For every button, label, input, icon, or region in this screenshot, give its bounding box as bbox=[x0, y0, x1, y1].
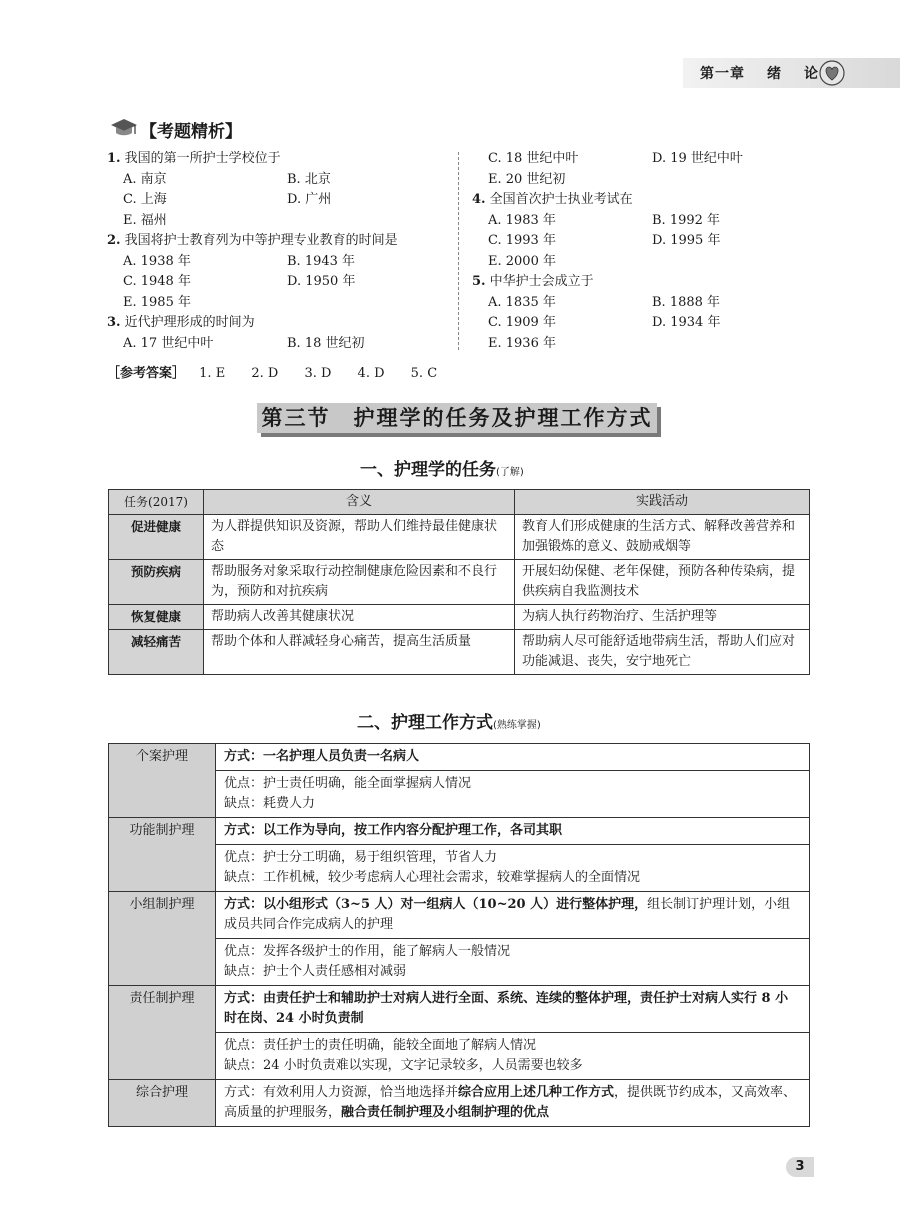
subtitle-modes-note: (熟练掌握) bbox=[493, 720, 541, 731]
mode-pros-cons bbox=[216, 771, 810, 818]
answer-item: 1. E bbox=[199, 366, 226, 381]
option-row bbox=[107, 334, 398, 355]
chapter-name-1: 绪 bbox=[767, 66, 782, 82]
option-row bbox=[107, 272, 398, 293]
task-name: 促进健康 bbox=[109, 515, 204, 560]
chapter-name-2: 论 bbox=[804, 66, 819, 82]
question-number: 4. bbox=[472, 192, 486, 207]
task-name: 预防疾病 bbox=[109, 560, 204, 605]
exam-heading-text: 【考题精析】 bbox=[140, 122, 242, 142]
mode-name: 小组制护理 bbox=[109, 892, 216, 986]
task-name: 减轻痛苦 bbox=[109, 630, 204, 675]
answer-item: 4. D bbox=[357, 366, 385, 381]
question-row bbox=[107, 231, 398, 252]
subtitle-modes-text: 二、护理工作方式 bbox=[357, 713, 493, 733]
question-row bbox=[472, 190, 633, 211]
chapter-number: 第一章 bbox=[700, 66, 745, 82]
option: E. 1936 年 bbox=[488, 335, 556, 351]
mode-name: 功能制护理 bbox=[109, 818, 216, 892]
table-row bbox=[109, 515, 810, 560]
mode-method: 方式：一名护理人员负责一名病人 bbox=[216, 744, 810, 771]
question-text: 近代护理形成的时间为 bbox=[124, 315, 255, 330]
mode-method-rest: 组长制订护理计划，小组成员共同合作完成病人的护理 bbox=[224, 897, 791, 932]
question-number: 5. bbox=[472, 274, 486, 289]
mode-method: 方式：以工作为导向，按工作内容分配护理工作，各司其职 bbox=[216, 818, 810, 845]
option: D. 19 世纪中叶 bbox=[652, 151, 743, 166]
option: B. 1992 年 bbox=[652, 212, 721, 228]
mode-cons: 缺点：护士个人责任感相对减弱 bbox=[224, 964, 407, 979]
question-text: 我国将护士教育列为中等护理专业教育的时间是 bbox=[124, 233, 398, 248]
mode-method-bold: 综合应用上述几种工作方式 bbox=[458, 1085, 615, 1100]
option: C. 1948 年 bbox=[123, 274, 191, 289]
question-row bbox=[107, 149, 398, 170]
option-row bbox=[107, 293, 398, 314]
option: B. 1943 年 bbox=[287, 253, 356, 269]
tasks-header-task: 任务(2017) bbox=[109, 490, 204, 515]
option: A. 17 世纪中叶 bbox=[123, 335, 214, 351]
option-row bbox=[472, 149, 743, 170]
question-text: 全国首次护士执业考试在 bbox=[489, 192, 633, 207]
questions-right-column bbox=[472, 149, 743, 354]
option: B. 北京 bbox=[287, 171, 331, 187]
mode-method-bold: 方式：以小组形式（3~5 人）对一组病人（10~20 人）进行整体护理， bbox=[224, 897, 648, 912]
mode-name: 责任制护理 bbox=[109, 986, 216, 1080]
mode-cons: 缺点：工作机械，较少考虑病人心理社会需求，较难掌握病人的全面情况 bbox=[224, 870, 641, 885]
option-row bbox=[107, 252, 398, 273]
task-name: 恢复健康 bbox=[109, 605, 204, 630]
mode-name: 综合护理 bbox=[109, 1080, 216, 1127]
mode-method bbox=[216, 1080, 810, 1127]
question-number: 1. bbox=[107, 151, 121, 166]
answers-label: ［参考答案］ bbox=[107, 366, 186, 381]
question-row bbox=[107, 313, 398, 334]
tasks-header-practice: 实践活动 bbox=[515, 490, 810, 515]
answer-item: 3. D bbox=[304, 366, 332, 381]
subtitle-tasks-text: 一、护理学的任务 bbox=[360, 460, 496, 480]
mode-method bbox=[216, 892, 810, 939]
question-number: 2. bbox=[107, 233, 121, 248]
question-text: 中华护士会成立于 bbox=[489, 274, 594, 289]
mode-pros: 优点：发挥各级护士的作用，能了解病人一般情况 bbox=[224, 944, 511, 959]
column-divider bbox=[458, 152, 459, 350]
option-row bbox=[472, 170, 633, 191]
mode-method-part: 方式：有效利用人力资源，恰当地选择并 bbox=[224, 1085, 459, 1100]
answer-item: 5. C bbox=[410, 366, 438, 381]
mode-pros-cons bbox=[216, 845, 810, 892]
task-practice: 开展妇幼保健、老年保健，预防各种传染病，提供疾病自我监测技术 bbox=[515, 560, 810, 605]
mode-pros: 优点：责任护士的责任明确，能较全面地了解病人情况 bbox=[224, 1038, 537, 1053]
table-row bbox=[109, 818, 810, 845]
option: C. 18 世纪中叶 bbox=[488, 151, 579, 166]
task-meaning: 帮助病人改善其健康状况 bbox=[204, 605, 515, 630]
mode-pros-cons bbox=[216, 939, 810, 986]
mode-method-bold: 融合责任制护理及小组制护理的优点 bbox=[341, 1105, 550, 1120]
table-row bbox=[109, 892, 810, 939]
option: C. 1993 年 bbox=[488, 233, 556, 248]
task-practice: 为病人执行药物治疗、生活护理等 bbox=[515, 605, 810, 630]
table-row bbox=[109, 560, 810, 605]
heart-book-icon bbox=[818, 59, 846, 87]
table-row bbox=[109, 605, 810, 630]
option: E. 20 世纪初 bbox=[488, 171, 566, 187]
mode-method: 方式：由责任护士和辅助护士对病人进行全面、系统、连续的整体护理，责任护士对病人实行 8 小时在岗、24 小时负责制 bbox=[216, 986, 810, 1033]
task-meaning: 帮助服务对象采取行动控制健康危险因素和不良行为，预防和对抗疾病 bbox=[204, 560, 515, 605]
task-meaning: 为人群提供知识及资源，帮助人们维持最佳健康状态 bbox=[204, 515, 515, 560]
option: E. 福州 bbox=[123, 212, 167, 228]
option: A. 1835 年 bbox=[488, 294, 556, 310]
option: A. 南京 bbox=[123, 171, 167, 187]
table-row bbox=[109, 986, 810, 1033]
question-text: 我国的第一所护士学校位于 bbox=[124, 151, 281, 166]
option: E. 2000 年 bbox=[488, 253, 556, 269]
option-row bbox=[472, 252, 633, 273]
tasks-header-meaning: 含义 bbox=[204, 490, 515, 515]
questions-left-column bbox=[107, 149, 398, 354]
tasks-table bbox=[108, 489, 810, 675]
option: B. 18 世纪初 bbox=[287, 335, 365, 351]
option: C. 上海 bbox=[123, 192, 167, 207]
option-row bbox=[472, 334, 633, 355]
mode-pros: 优点：护士分工明确，易于组织管理，节省人力 bbox=[224, 850, 498, 865]
mode-method-part: ，提供既节约成本，又高效率、高质量的护理服务， bbox=[224, 1085, 797, 1120]
table-row bbox=[109, 630, 810, 675]
mode-name: 个案护理 bbox=[109, 744, 216, 818]
option-row bbox=[107, 170, 398, 191]
answer-item: 2. D bbox=[251, 366, 279, 381]
option: D. 1934 年 bbox=[652, 315, 721, 330]
mode-pros-cons bbox=[216, 1033, 810, 1080]
option: A. 1938 年 bbox=[123, 253, 191, 269]
mode-pros: 优点：护士责任明确，能全面掌握病人情况 bbox=[224, 776, 472, 791]
option-row bbox=[472, 211, 721, 232]
subtitle-tasks-note: (了解) bbox=[496, 467, 524, 478]
option-row bbox=[472, 231, 721, 252]
option: A. 1983 年 bbox=[488, 212, 556, 228]
mode-cons: 缺点：24 小时负责难以实现，文字记录较多，人员需要也较多 bbox=[224, 1058, 583, 1073]
option: D. 广州 bbox=[287, 192, 332, 207]
task-practice: 教育人们形成健康的生活方式、解释改善营养和加强锻炼的意义、鼓励戒烟等 bbox=[515, 515, 810, 560]
task-meaning: 帮助个体和人群减轻身心痛苦，提高生活质量 bbox=[204, 630, 515, 675]
option: E. 1985 年 bbox=[123, 294, 191, 310]
subtitle-tasks bbox=[360, 455, 524, 480]
work-modes-table bbox=[108, 743, 810, 1127]
task-practice: 帮助病人尽可能舒适地带病生活，帮助人们应对功能减退、丧失，安宁地死亡 bbox=[515, 630, 810, 675]
option: D. 1950 年 bbox=[287, 274, 356, 289]
page-number: 3 bbox=[786, 1157, 814, 1177]
table-row bbox=[109, 1080, 810, 1127]
table-row bbox=[109, 744, 810, 771]
option: C. 1909 年 bbox=[488, 315, 556, 330]
option-row bbox=[472, 293, 721, 314]
graduation-cap-icon bbox=[110, 116, 138, 140]
option-row bbox=[107, 211, 398, 232]
mode-cons: 缺点：耗费人力 bbox=[224, 796, 316, 811]
question-number: 3. bbox=[107, 315, 121, 330]
chapter-header bbox=[700, 63, 819, 83]
option-row bbox=[107, 190, 398, 211]
section-title: 第三节 护理学的任务及护理工作方式 bbox=[257, 403, 657, 433]
option: D. 1995 年 bbox=[652, 233, 721, 248]
question-row bbox=[472, 272, 633, 293]
option-row bbox=[472, 313, 721, 334]
option: B. 1888 年 bbox=[652, 294, 721, 310]
reference-answers bbox=[107, 362, 459, 381]
subtitle-modes bbox=[357, 708, 541, 733]
